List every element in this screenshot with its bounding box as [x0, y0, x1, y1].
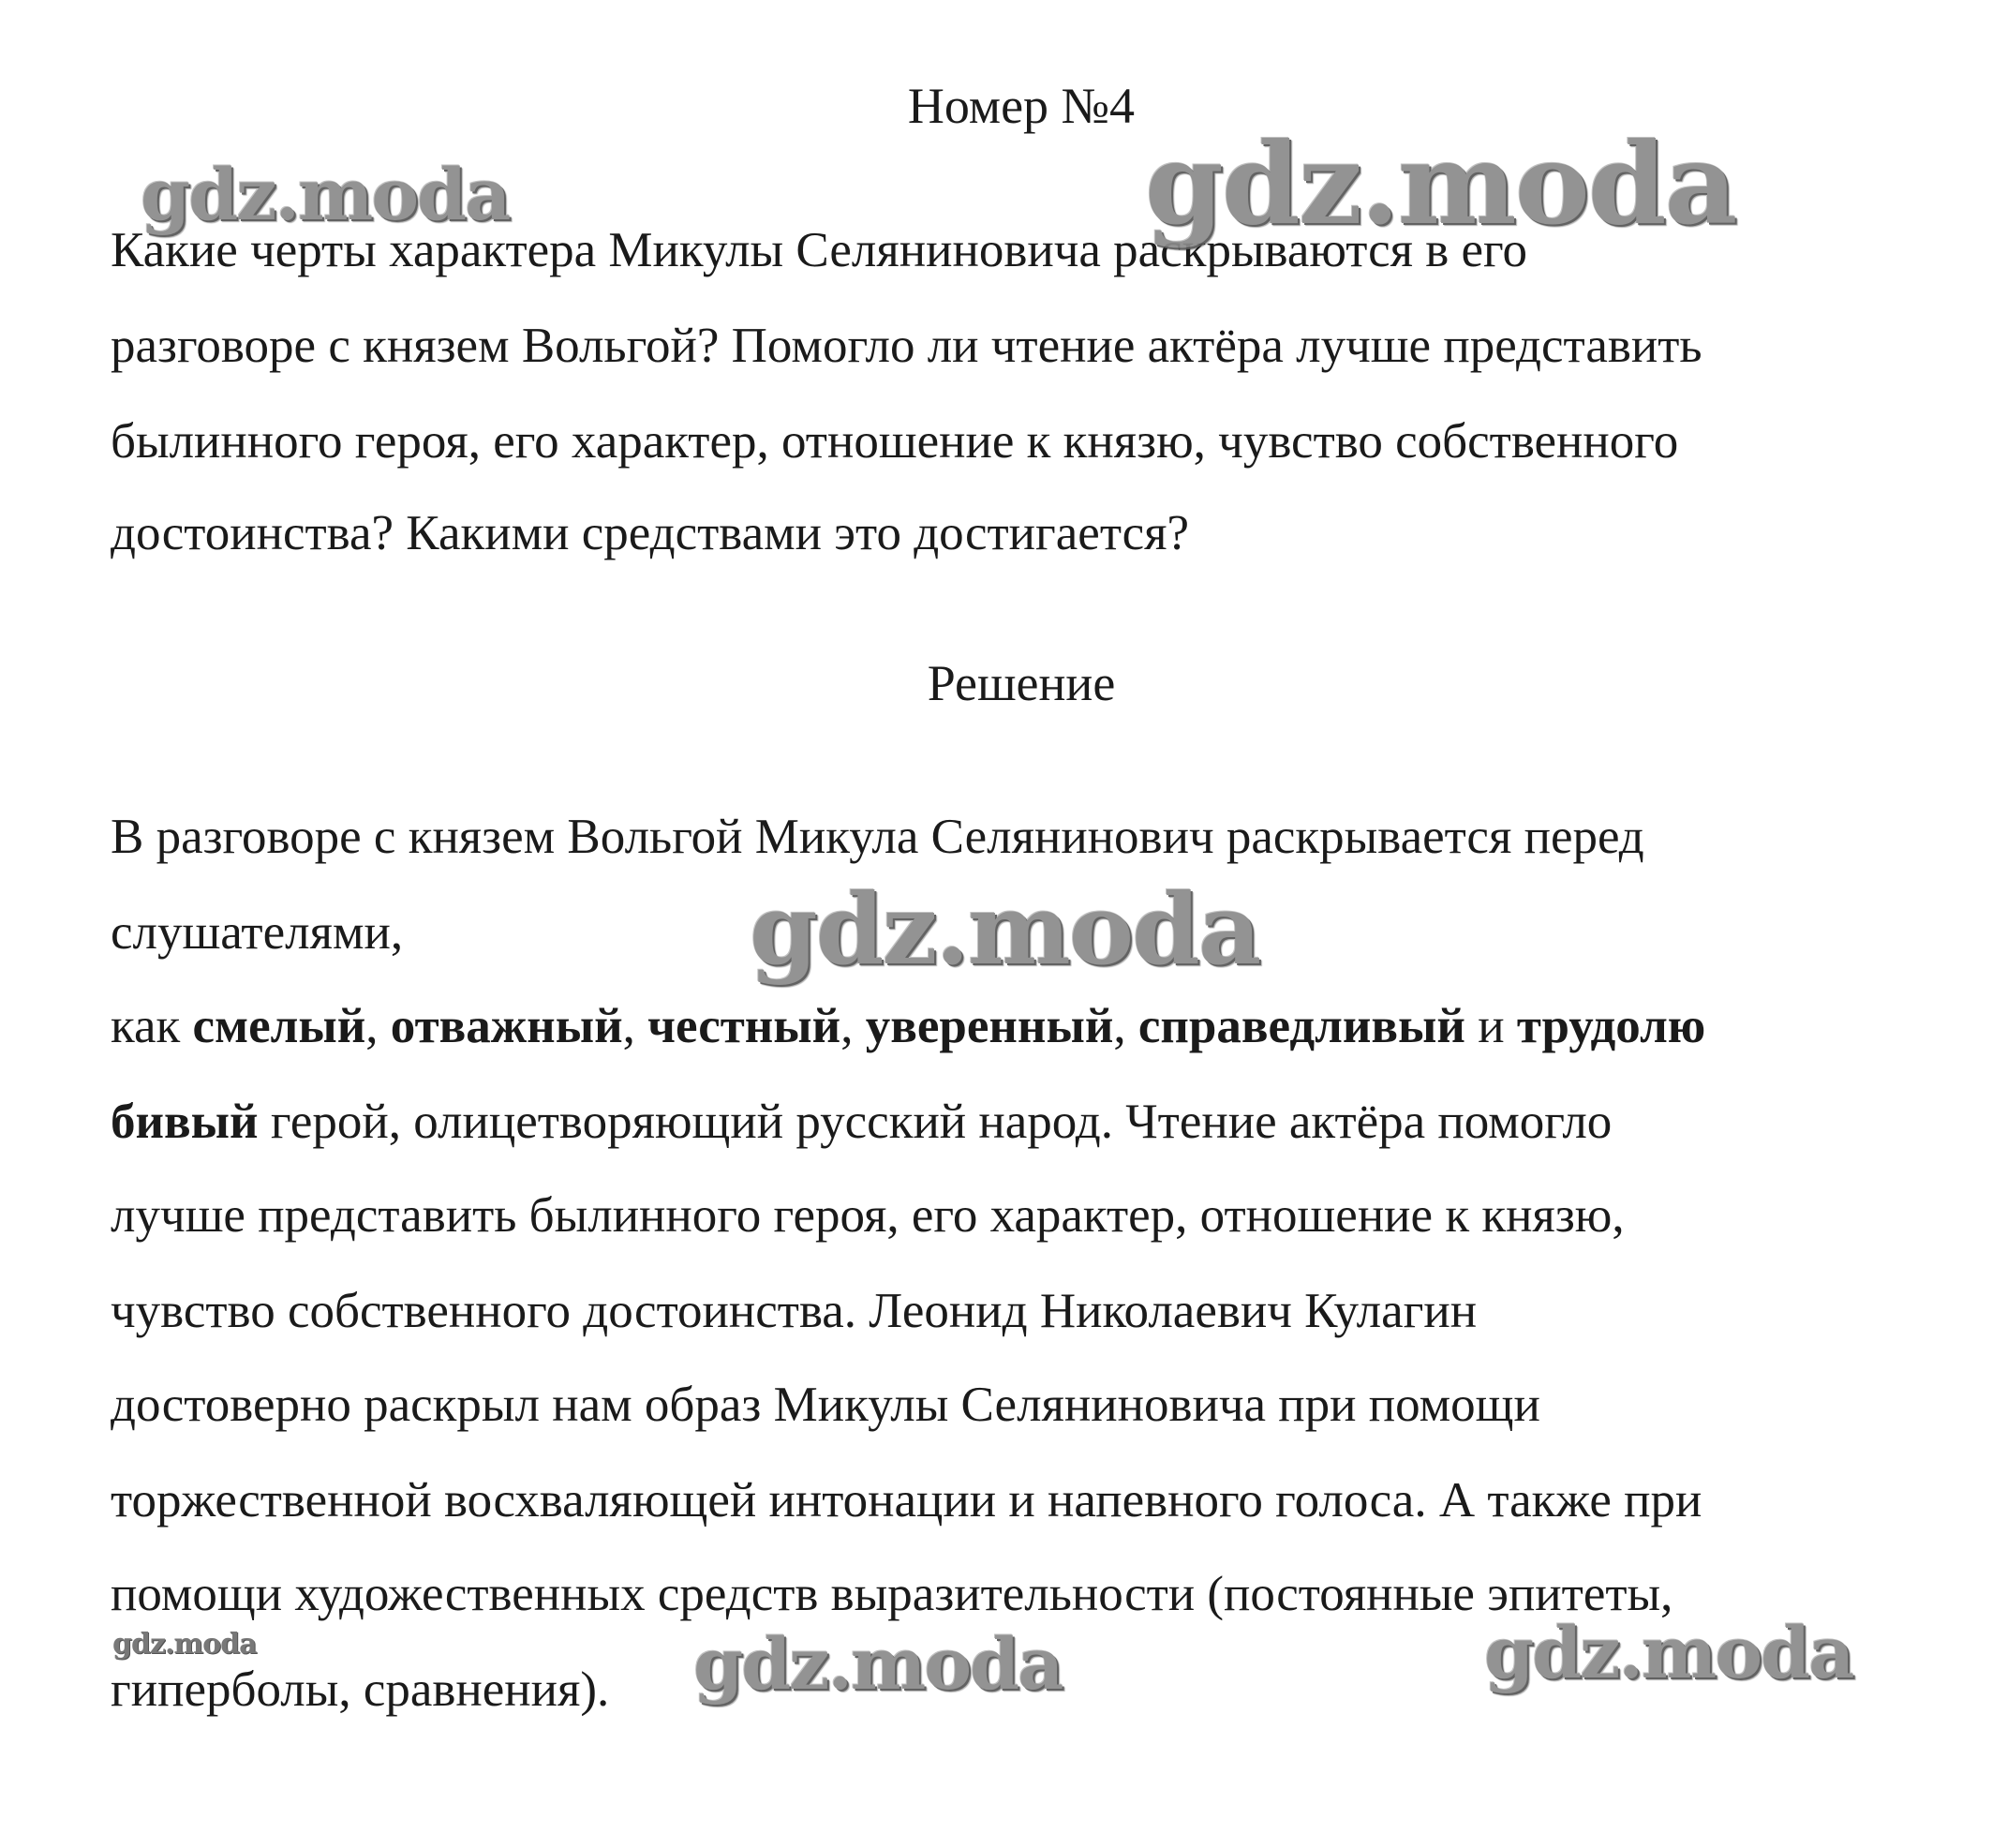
page-title: Номер №4	[907, 78, 1136, 134]
trait-bold: честный	[647, 999, 841, 1053]
answer-line-2: слушателями,	[111, 905, 404, 960]
trait-bold: отважный	[390, 999, 623, 1053]
answer-line-5: лучше представить былинного героя, его характер, отношение к князю,	[111, 1188, 1625, 1243]
watermark-logo: gdz.moda	[693, 1622, 1063, 1706]
trait-bold: смелый	[192, 999, 366, 1053]
watermark-logo: gdz.moda	[141, 153, 510, 236]
answer-line-7: достоверно раскрыл нам образ Микулы Селяниновича при помощи	[111, 1378, 1540, 1432]
answer-text: ,	[1113, 999, 1138, 1053]
watermark-logo: gdz.moda	[750, 872, 1260, 987]
answer-line-3	[111, 993, 1705, 1059]
trait-bold: бивый	[111, 1095, 259, 1149]
answer-line-9: помощи художественных средств выразительности (постоянные эпитеты,	[111, 1567, 1673, 1621]
answer-line-6: чувство собственного достоинства. Леонид Николаевич Кулагин	[111, 1284, 1478, 1338]
answer-line-1: В разговоре с князем Вольгой Микула Селянинович раскрывается перед	[111, 810, 1644, 864]
watermark-logo: gdz.moda	[112, 1628, 257, 1661]
watermark-logo: gdz.moda	[1145, 118, 1736, 250]
trait-bold: уверенный	[865, 999, 1114, 1053]
trait-bold: трудолю	[1516, 999, 1706, 1053]
question-line-2: разговоре с князем Вольгой? Помогло ли чтение актёра лучше представить	[111, 319, 1702, 373]
answer-line-10: гиперболы, сравнения).	[111, 1662, 610, 1717]
question-line-1: Какие черты характера Микулы Селяниновича раскрываются в его	[111, 223, 1527, 277]
question-line-3: былинного героя, его характер, отношение к князю, чувство собственного	[111, 414, 1679, 469]
answer-text: как	[111, 999, 193, 1053]
answer-text: ,	[622, 999, 648, 1053]
answer-line-8: торжественной восхваляющей интонации и напевного голоса. А также при	[111, 1473, 1702, 1528]
watermark-logo: gdz.moda	[1484, 1611, 1853, 1694]
answer-text: и	[1464, 999, 1517, 1053]
answer-text: ,	[840, 999, 866, 1053]
trait-bold: справедливый	[1137, 999, 1465, 1053]
answer-text: ,	[365, 999, 391, 1053]
solution-heading: Решение	[927, 655, 1116, 711]
answer-line-4	[111, 1089, 1612, 1155]
question-line-4: достоинства? Какими средствами это достигается?	[111, 506, 1190, 560]
answer-text: герой, олицетворяющий русский народ. Чтение актёра помогло	[258, 1095, 1613, 1149]
